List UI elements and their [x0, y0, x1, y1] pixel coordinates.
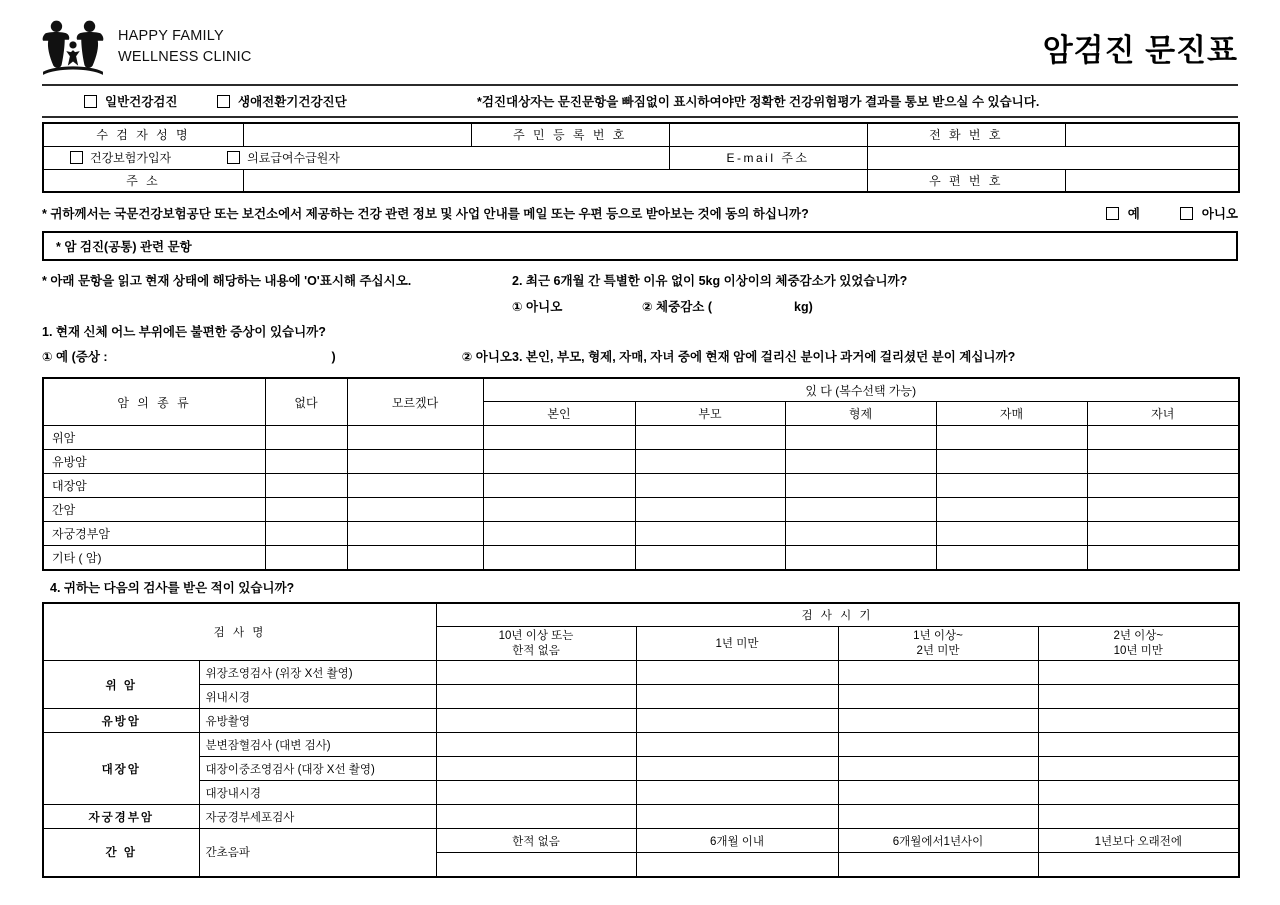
cancer-none-header: 없다 [265, 378, 347, 426]
timing-cell-2[interactable] [838, 805, 1038, 829]
checkbox-icon[interactable] [84, 95, 97, 108]
q1-option-yes[interactable]: ① 예 (증상 : [42, 350, 108, 365]
page-title: 암검진 문진표 [1042, 32, 1238, 68]
clinic-name-line2: WELLNESS CLINIC [118, 49, 252, 65]
name-label: 수 검 자 성 명 [43, 123, 243, 146]
exam-group-stomach: 위 암 [43, 661, 199, 709]
exam-name: 대장이중조영검사 (대장 X선 촬영) [199, 757, 436, 781]
cell-self[interactable] [483, 426, 635, 450]
exam-group-breast: 유방암 [43, 709, 199, 733]
exam-group-liver: 간 암 [43, 829, 199, 877]
timing-cell-3[interactable] [1038, 661, 1239, 685]
rrn-field[interactable] [669, 123, 867, 146]
timing-cell-1[interactable] [636, 853, 838, 877]
zipcode-field[interactable] [1065, 169, 1239, 192]
checkbox-label: 생애전환기건강진단 [238, 95, 347, 109]
clinic-name [118, 26, 252, 67]
table-row [43, 169, 1239, 192]
table-row [43, 474, 1239, 498]
cell-parents[interactable] [635, 522, 785, 546]
exam-name: 간초음파 [199, 829, 436, 877]
cell-self[interactable] [483, 498, 635, 522]
question-2-options [512, 295, 1238, 321]
checkbox-icon[interactable] [70, 151, 83, 164]
timing-cell-0[interactable] [436, 805, 636, 829]
cell-unknown[interactable] [347, 546, 483, 570]
cancer-type-label: 간암 [43, 498, 265, 522]
timing-cell-3[interactable] [1038, 733, 1239, 757]
cancer-type-label: 대장암 [43, 474, 265, 498]
checkbox-label: 일반건강검진 [105, 95, 178, 109]
timing-cell-3[interactable] [1038, 709, 1239, 733]
checkbox-icon[interactable] [217, 95, 230, 108]
exam-name-header: 검 사 명 [43, 603, 436, 661]
timing-cell-1[interactable] [636, 661, 838, 685]
cancer-family-history-table [42, 377, 1240, 571]
table-row [43, 426, 1239, 450]
q1-option-no[interactable]: ② 아니오 [461, 350, 512, 365]
cell-children[interactable] [1087, 522, 1239, 546]
q2-option-no[interactable]: ① 아니오 [512, 299, 563, 314]
cell-none[interactable] [265, 498, 347, 522]
phone-label: 전 화 번 호 [867, 123, 1065, 146]
cell-none[interactable] [265, 522, 347, 546]
notice-text: *검진대상자는 문진문항을 빠짐없이 표시하여야만 정확한 건강위험평가 결과를 통보 받으실 수 있습니다. [477, 95, 1040, 109]
checkbox-health-insurance[interactable] [70, 149, 171, 166]
cancer-unknown-header: 모르겠다 [347, 378, 483, 426]
name-field[interactable] [243, 123, 471, 146]
consent-row [42, 200, 1238, 226]
timing-header-line1: 2년 이상~ [1113, 630, 1164, 643]
question-4-text: 4. 귀하는 다음의 검사를 받은 적이 있습니까? [50, 580, 295, 595]
email-field[interactable] [867, 146, 1239, 169]
cell-brother[interactable] [785, 522, 936, 546]
cell-brother[interactable] [785, 474, 936, 498]
checkbox-life-transition-screening[interactable] [217, 92, 477, 110]
questions-block [42, 269, 1238, 371]
table-row [43, 733, 1239, 757]
table-row [43, 450, 1239, 474]
table-row [43, 709, 1239, 733]
exam-name: 위내시경 [199, 685, 436, 709]
timing-cell-1[interactable] [636, 709, 838, 733]
exam-name: 대장내시경 [199, 781, 436, 805]
exam-name: 유방촬영 [199, 709, 436, 733]
checkbox-medical-aid[interactable] [227, 149, 340, 166]
cell-none[interactable] [265, 450, 347, 474]
cancer-type-label-other[interactable]: 기타 ( 암) [43, 546, 265, 570]
address-label: 주 소 [43, 169, 243, 192]
timing-cell-1[interactable] [636, 685, 838, 709]
questions-right-column [512, 269, 1238, 371]
timing-cell-1[interactable] [636, 781, 838, 805]
cell-sister[interactable] [936, 426, 1087, 450]
relation-header-children: 자녀 [1087, 402, 1239, 426]
family-logo-icon [42, 18, 104, 76]
cell-sister[interactable] [936, 474, 1087, 498]
checkbox-icon[interactable] [227, 151, 240, 164]
consent-options [1106, 204, 1238, 222]
timing-cell-1[interactable] [636, 805, 838, 829]
table-row [43, 829, 1239, 853]
cell-parents[interactable] [635, 450, 785, 474]
checkbox-general-screening[interactable] [42, 92, 217, 110]
screening-type-row [42, 86, 1238, 116]
cell-brother[interactable] [785, 546, 936, 570]
checkbox-label: 예 [1127, 207, 1140, 221]
exam-history-table [42, 602, 1240, 878]
timing-cell-3[interactable] [1038, 805, 1239, 829]
cell-none[interactable] [265, 474, 347, 498]
cell-children[interactable] [1087, 474, 1239, 498]
cell-parents[interactable] [635, 474, 785, 498]
page-header [0, 0, 1280, 82]
table-row [43, 805, 1239, 829]
cell-unknown[interactable] [347, 522, 483, 546]
instruction-post: 하는 내용에 'O'표시해 주십시오. [236, 274, 412, 288]
email-label: E-mail 주소 [669, 146, 867, 169]
zipcode-label: 우 편 번 호 [867, 169, 1065, 192]
liver-timing-header-0: 한적 없음 [436, 829, 636, 853]
checkbox-label: 아니오 [1201, 207, 1238, 221]
timing-cell-0[interactable] [436, 661, 636, 685]
table-header-row [43, 603, 1239, 627]
question-3-text: 3. 본인, 부모, 형제, 자매, 자녀 중에 현재 암에 걸리신 분이나 과거에 걸리셨던 분이 계십니까? [512, 350, 1016, 365]
timing-cell-3[interactable] [1038, 757, 1239, 781]
cell-self[interactable] [483, 450, 635, 474]
section-title: * 암 검진(공통) 관련 문항 [56, 240, 192, 254]
timing-header-3 [1038, 627, 1239, 661]
consent-question: * 귀하께서는 국문건강보험공단 또는 보건소에서 제공하는 건강 관련 정보 및 사업 안내를 메일 또는 우편 등으로 받아보는 것에 동의 하십니까? [42, 207, 809, 221]
cancer-type-label: 위암 [43, 426, 265, 450]
exam-timing-group-header: 검 사 시 기 [436, 603, 1239, 627]
cell-unknown[interactable] [347, 498, 483, 522]
timing-cell-3[interactable] [1038, 685, 1239, 709]
q2-option-weightloss-unit: kg) [794, 299, 813, 314]
table-header-row [43, 378, 1239, 402]
topline-divider [42, 116, 1238, 118]
cell-children[interactable] [1087, 546, 1239, 570]
table-row [43, 781, 1239, 805]
timing-header-line1: 1년 이상~ [913, 630, 963, 643]
clinic-branding [42, 18, 252, 76]
timing-cell-0[interactable] [436, 853, 636, 877]
questions-left-column [42, 269, 512, 371]
cell-self[interactable] [483, 546, 635, 570]
rrn-label: 주 민 등 록 번 호 [471, 123, 669, 146]
cancer-type-header: 암 의 종 류 [43, 378, 265, 426]
cell-unknown[interactable] [347, 450, 483, 474]
timing-header-line2: 10년 미만 [1113, 644, 1163, 657]
timing-cell-2[interactable] [838, 757, 1038, 781]
table-row [43, 123, 1239, 146]
cell-none[interactable] [265, 546, 347, 570]
exam-name: 자궁경부세포검사 [199, 805, 436, 829]
checkbox-label: 의료급여수급원자 [247, 150, 340, 165]
cell-parents[interactable] [635, 426, 785, 450]
question-2-text: 2. 최근 6개월 간 특별한 이유 없이 5kg 이상이의 체중감소가 있었습니까? [512, 274, 908, 288]
liver-timing-header-3: 1년보다 오래전에 [1038, 829, 1239, 853]
timing-cell-2[interactable] [838, 733, 1038, 757]
table-row [43, 661, 1239, 685]
relation-header-sister: 자매 [936, 402, 1087, 426]
timing-cell-1[interactable] [636, 757, 838, 781]
table-row [43, 146, 1239, 169]
timing-header-line2: 한적 없음 [512, 644, 560, 657]
timing-header-line1: 1년 미만 [715, 637, 759, 650]
cell-children[interactable] [1087, 426, 1239, 450]
timing-cell-2[interactable] [838, 685, 1038, 709]
timing-cell-0[interactable] [436, 685, 636, 709]
clinic-name-line1: HAPPY FAMILY [118, 28, 224, 45]
timing-header-2 [838, 627, 1038, 661]
cell-children[interactable] [1087, 498, 1239, 522]
consent-option-yes[interactable] [1106, 204, 1140, 222]
cell-unknown[interactable] [347, 426, 483, 450]
exam-name: 위장조영검사 (위장 X선 촬영) [199, 661, 436, 685]
q2-option-weightloss[interactable]: ② 체중감소 ( [642, 299, 712, 314]
cell-self[interactable] [483, 522, 635, 546]
question-1-text [42, 320, 512, 346]
timing-header-0 [436, 627, 636, 661]
cell-self[interactable] [483, 474, 635, 498]
timing-cell-2[interactable] [838, 853, 1038, 877]
cell-none[interactable] [265, 426, 347, 450]
table-row [43, 685, 1239, 709]
cell-parents[interactable] [635, 546, 785, 570]
timing-cell-3[interactable] [1038, 781, 1239, 805]
checkbox-label: 건강보험가입자 [90, 150, 172, 165]
timing-cell-2[interactable] [838, 781, 1038, 805]
cell-sister[interactable] [936, 450, 1087, 474]
exam-name: 분변잠혈검사 (대변 검사) [199, 733, 436, 757]
instruction-line [42, 269, 512, 295]
liver-timing-header-1: 6개월 이내 [636, 829, 838, 853]
insurance-type-cell [43, 146, 669, 169]
instruction-bold: 현재 상태에 해당 [145, 274, 237, 288]
instruction-pre: * 아래 문항을 읽고 [42, 274, 146, 288]
q1-post: 이 있습니까? [254, 324, 326, 339]
q1-option-yes-close: ) [331, 350, 336, 365]
timing-cell-0[interactable] [436, 709, 636, 733]
cancer-yes-group-header: 있 다 (복수선택 가능) [483, 378, 1239, 402]
relation-header-self: 본인 [483, 402, 635, 426]
cell-sister[interactable] [936, 498, 1087, 522]
section-banner-cancer-screening [42, 231, 1238, 261]
cell-brother[interactable] [785, 450, 936, 474]
timing-cell-2[interactable] [838, 709, 1038, 733]
consent-option-no[interactable] [1180, 204, 1238, 222]
q1-pre: 1. 현재 신체 어느 부위에든 [42, 324, 191, 339]
cell-sister[interactable] [936, 546, 1087, 570]
table-row [43, 498, 1239, 522]
table-row [43, 757, 1239, 781]
table-row [43, 522, 1239, 546]
exam-group-cervical: 자궁경부암 [43, 805, 199, 829]
spacer [42, 295, 512, 320]
relation-header-brother: 형제 [785, 402, 936, 426]
timing-header-line2: 2년 미만 [916, 644, 960, 657]
cell-children[interactable] [1087, 450, 1239, 474]
cell-brother[interactable] [785, 426, 936, 450]
cell-unknown[interactable] [347, 474, 483, 498]
liver-timing-header-2: 6개월에서1년사이 [838, 829, 1038, 853]
cancer-type-label: 자궁경부암 [43, 522, 265, 546]
q1-bold: 불편한 증상 [190, 324, 255, 339]
checkbox-icon[interactable] [1106, 207, 1119, 220]
timing-header-line1: 10년 이상 또는 [498, 630, 574, 643]
exam-group-colon: 대장암 [43, 733, 199, 805]
cell-brother[interactable] [785, 498, 936, 522]
cell-sister[interactable] [936, 522, 1087, 546]
timing-cell-0[interactable] [436, 733, 636, 757]
timing-cell-3[interactable] [1038, 853, 1239, 877]
spacer [512, 320, 1238, 345]
relation-header-parents: 부모 [635, 402, 785, 426]
cancer-type-label: 유방암 [43, 450, 265, 474]
phone-field[interactable] [1065, 123, 1239, 146]
timing-cell-2[interactable] [838, 661, 1038, 685]
cell-parents[interactable] [635, 498, 785, 522]
question-1-options [42, 345, 512, 371]
timing-cell-0[interactable] [436, 757, 636, 781]
table-row [43, 546, 1239, 570]
personal-info-table [42, 122, 1240, 193]
timing-cell-0[interactable] [436, 781, 636, 805]
checkbox-icon[interactable] [1180, 207, 1193, 220]
timing-cell-1[interactable] [636, 733, 838, 757]
address-field[interactable] [243, 169, 867, 192]
timing-header-1 [636, 627, 838, 661]
